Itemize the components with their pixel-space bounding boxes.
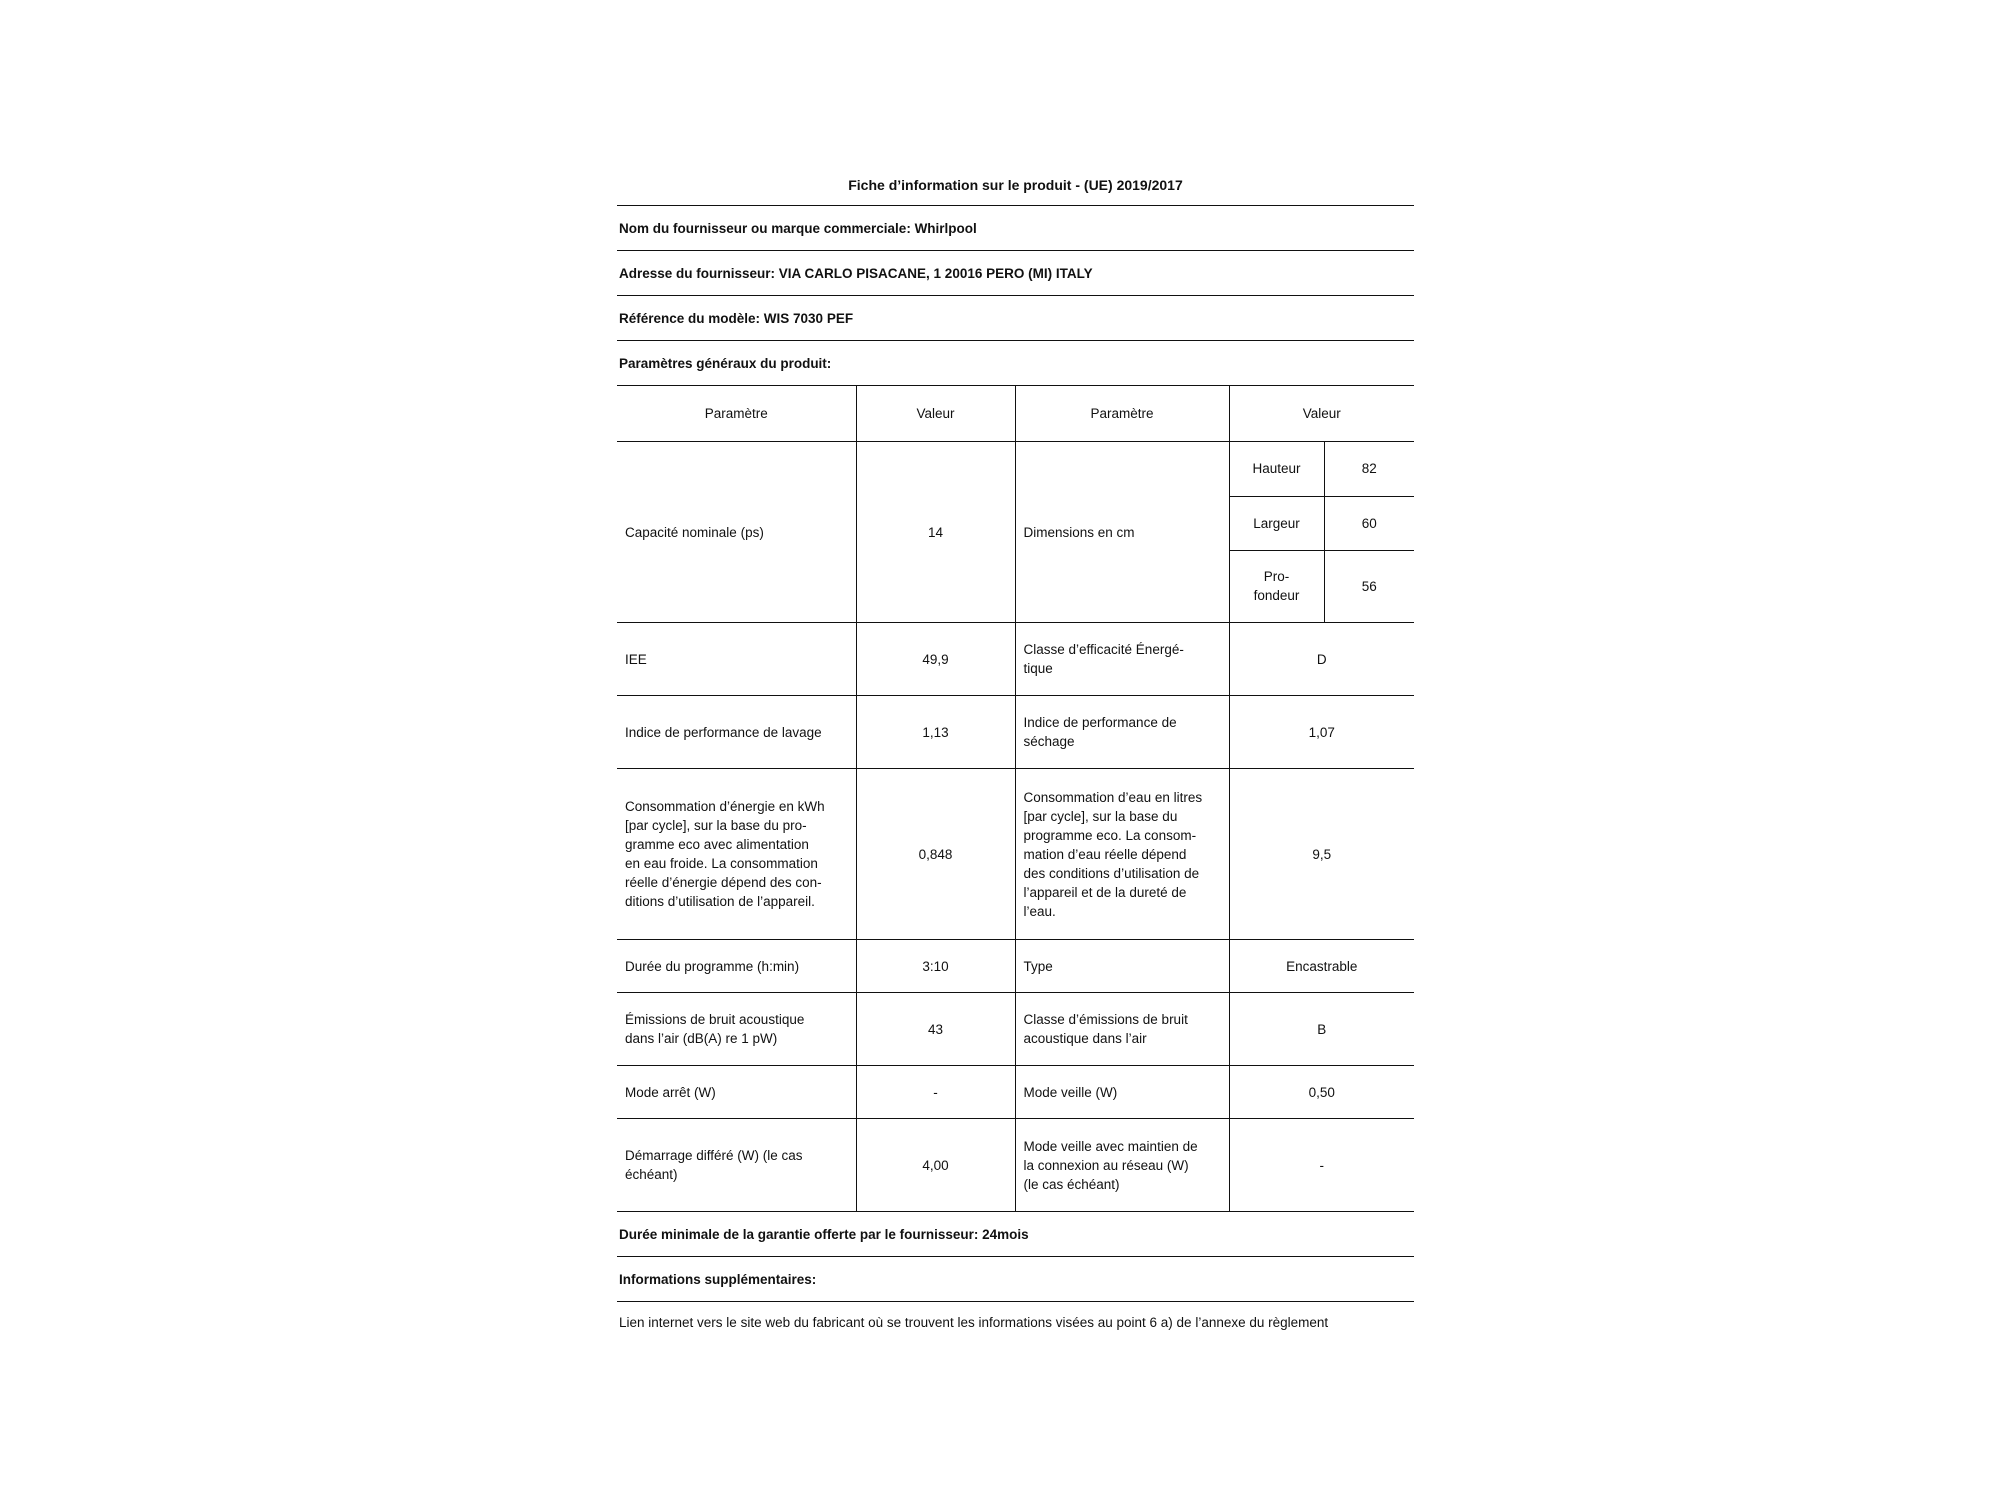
param-value: 4,00: [856, 1119, 1015, 1212]
parameters-table: [617, 385, 1414, 1212]
param-value: Encastrable: [1229, 940, 1414, 993]
table-header-row: [617, 386, 1414, 442]
header-value-2: Valeur: [1229, 386, 1414, 442]
supplier-name: Nom du fournisseur ou marque commerciale: Whirlpool: [617, 206, 1414, 251]
param-value: 3:10: [856, 940, 1015, 993]
dimensions-subtable: [1230, 442, 1415, 622]
param-label: Classe d’efficacité Énergé- tique: [1015, 623, 1229, 696]
param-value: 0,50: [1229, 1066, 1414, 1119]
param-label: Indice de performance de séchage: [1015, 696, 1229, 769]
dimensions-cell: [1229, 442, 1414, 623]
param-label: Durée du programme (h:min): [617, 940, 856, 993]
manufacturer-website-note: Lien internet vers le site web du fabricant où se trouvent les informations visées au point 6 a) de l’annexe du règlement: [619, 1314, 1329, 1330]
supplier-address: Adresse du fournisseur: VIA CARLO PISACANE, 1 20016 PERO (MI) ITALY: [617, 251, 1414, 296]
param-value: -: [856, 1066, 1015, 1119]
table-row: [617, 769, 1414, 940]
dimension-depth-label: Pro- fondeur: [1230, 550, 1325, 622]
additional-info-label: Informations supplémentaires:: [617, 1257, 1414, 1302]
param-label: Consommation d’eau en litres [par cycle], sur la base du programme eco. La consom- mation d’eau réelle dépend des conditions d’utilisation de l’appareil et de la dureté de l’eau.: [1015, 769, 1229, 940]
product-information-sheet: [617, 165, 1414, 1342]
table-row: [617, 1066, 1414, 1119]
param-value: 49,9: [856, 623, 1015, 696]
param-label: Indice de performance de lavage: [617, 696, 856, 769]
table-row: [617, 623, 1414, 696]
table-row: [617, 696, 1414, 769]
table-row: [617, 1119, 1414, 1212]
param-label: Classe d’émissions de bruit acoustique dans l’air: [1015, 993, 1229, 1066]
param-label: IEE: [617, 623, 856, 696]
table-row-capacity: [617, 442, 1414, 623]
param-label: Mode veille avec maintien de la connexion au réseau (W) (le cas échéant): [1015, 1119, 1229, 1212]
capacity-label: Capacité nominale (ps): [617, 442, 856, 623]
param-label: Mode veille (W): [1015, 1066, 1229, 1119]
param-value: 1,13: [856, 696, 1015, 769]
param-label: Mode arrêt (W): [617, 1066, 856, 1119]
dimension-height-label: Hauteur: [1230, 442, 1325, 496]
param-value: 0,848: [856, 769, 1015, 940]
model-reference: Référence du modèle: WIS 7030 PEF: [617, 296, 1414, 341]
param-value: D: [1229, 623, 1414, 696]
header-parameter-1: Paramètre: [617, 386, 856, 442]
param-label: Type: [1015, 940, 1229, 993]
param-label: Consommation d’énergie en kWh [par cycle], sur la base du pro- gramme eco avec alimentation en eau froide. La consommation réelle d’énergie dépend des con- ditions d’utilisation de l’appareil.: [617, 769, 856, 940]
param-value: B: [1229, 993, 1414, 1066]
dimension-depth-value: 56: [1361, 578, 1377, 594]
param-value: -: [1229, 1119, 1414, 1212]
param-label: Démarrage différé (W) (le cas échéant): [617, 1119, 856, 1212]
warranty-info: Durée minimale de la garantie offerte par le fournisseur: 24mois: [617, 1212, 1414, 1257]
dimension-height-value: 82: [1324, 442, 1414, 496]
param-value: 1,07: [1229, 696, 1414, 769]
dimension-width-value: 60: [1324, 496, 1414, 550]
table-row: [617, 993, 1414, 1066]
sheet-title: Fiche d’information sur le produit - (UE) 2019/2017: [617, 165, 1414, 206]
param-value: 9,5: [1229, 769, 1414, 940]
header-value-1: Valeur: [856, 386, 1015, 442]
general-params-label: Paramètres généraux du produit:: [619, 355, 832, 371]
param-value: 43: [856, 993, 1015, 1066]
param-label: Émissions de bruit acoustique dans l’air (dB(A) re 1 pW): [617, 993, 856, 1066]
table-row: [617, 940, 1414, 993]
dimensions-label: Dimensions en cm: [1015, 442, 1229, 623]
capacity-value: 14: [856, 442, 1015, 623]
dimension-width-label: Largeur: [1230, 496, 1325, 550]
header-parameter-2: Paramètre: [1015, 386, 1229, 442]
